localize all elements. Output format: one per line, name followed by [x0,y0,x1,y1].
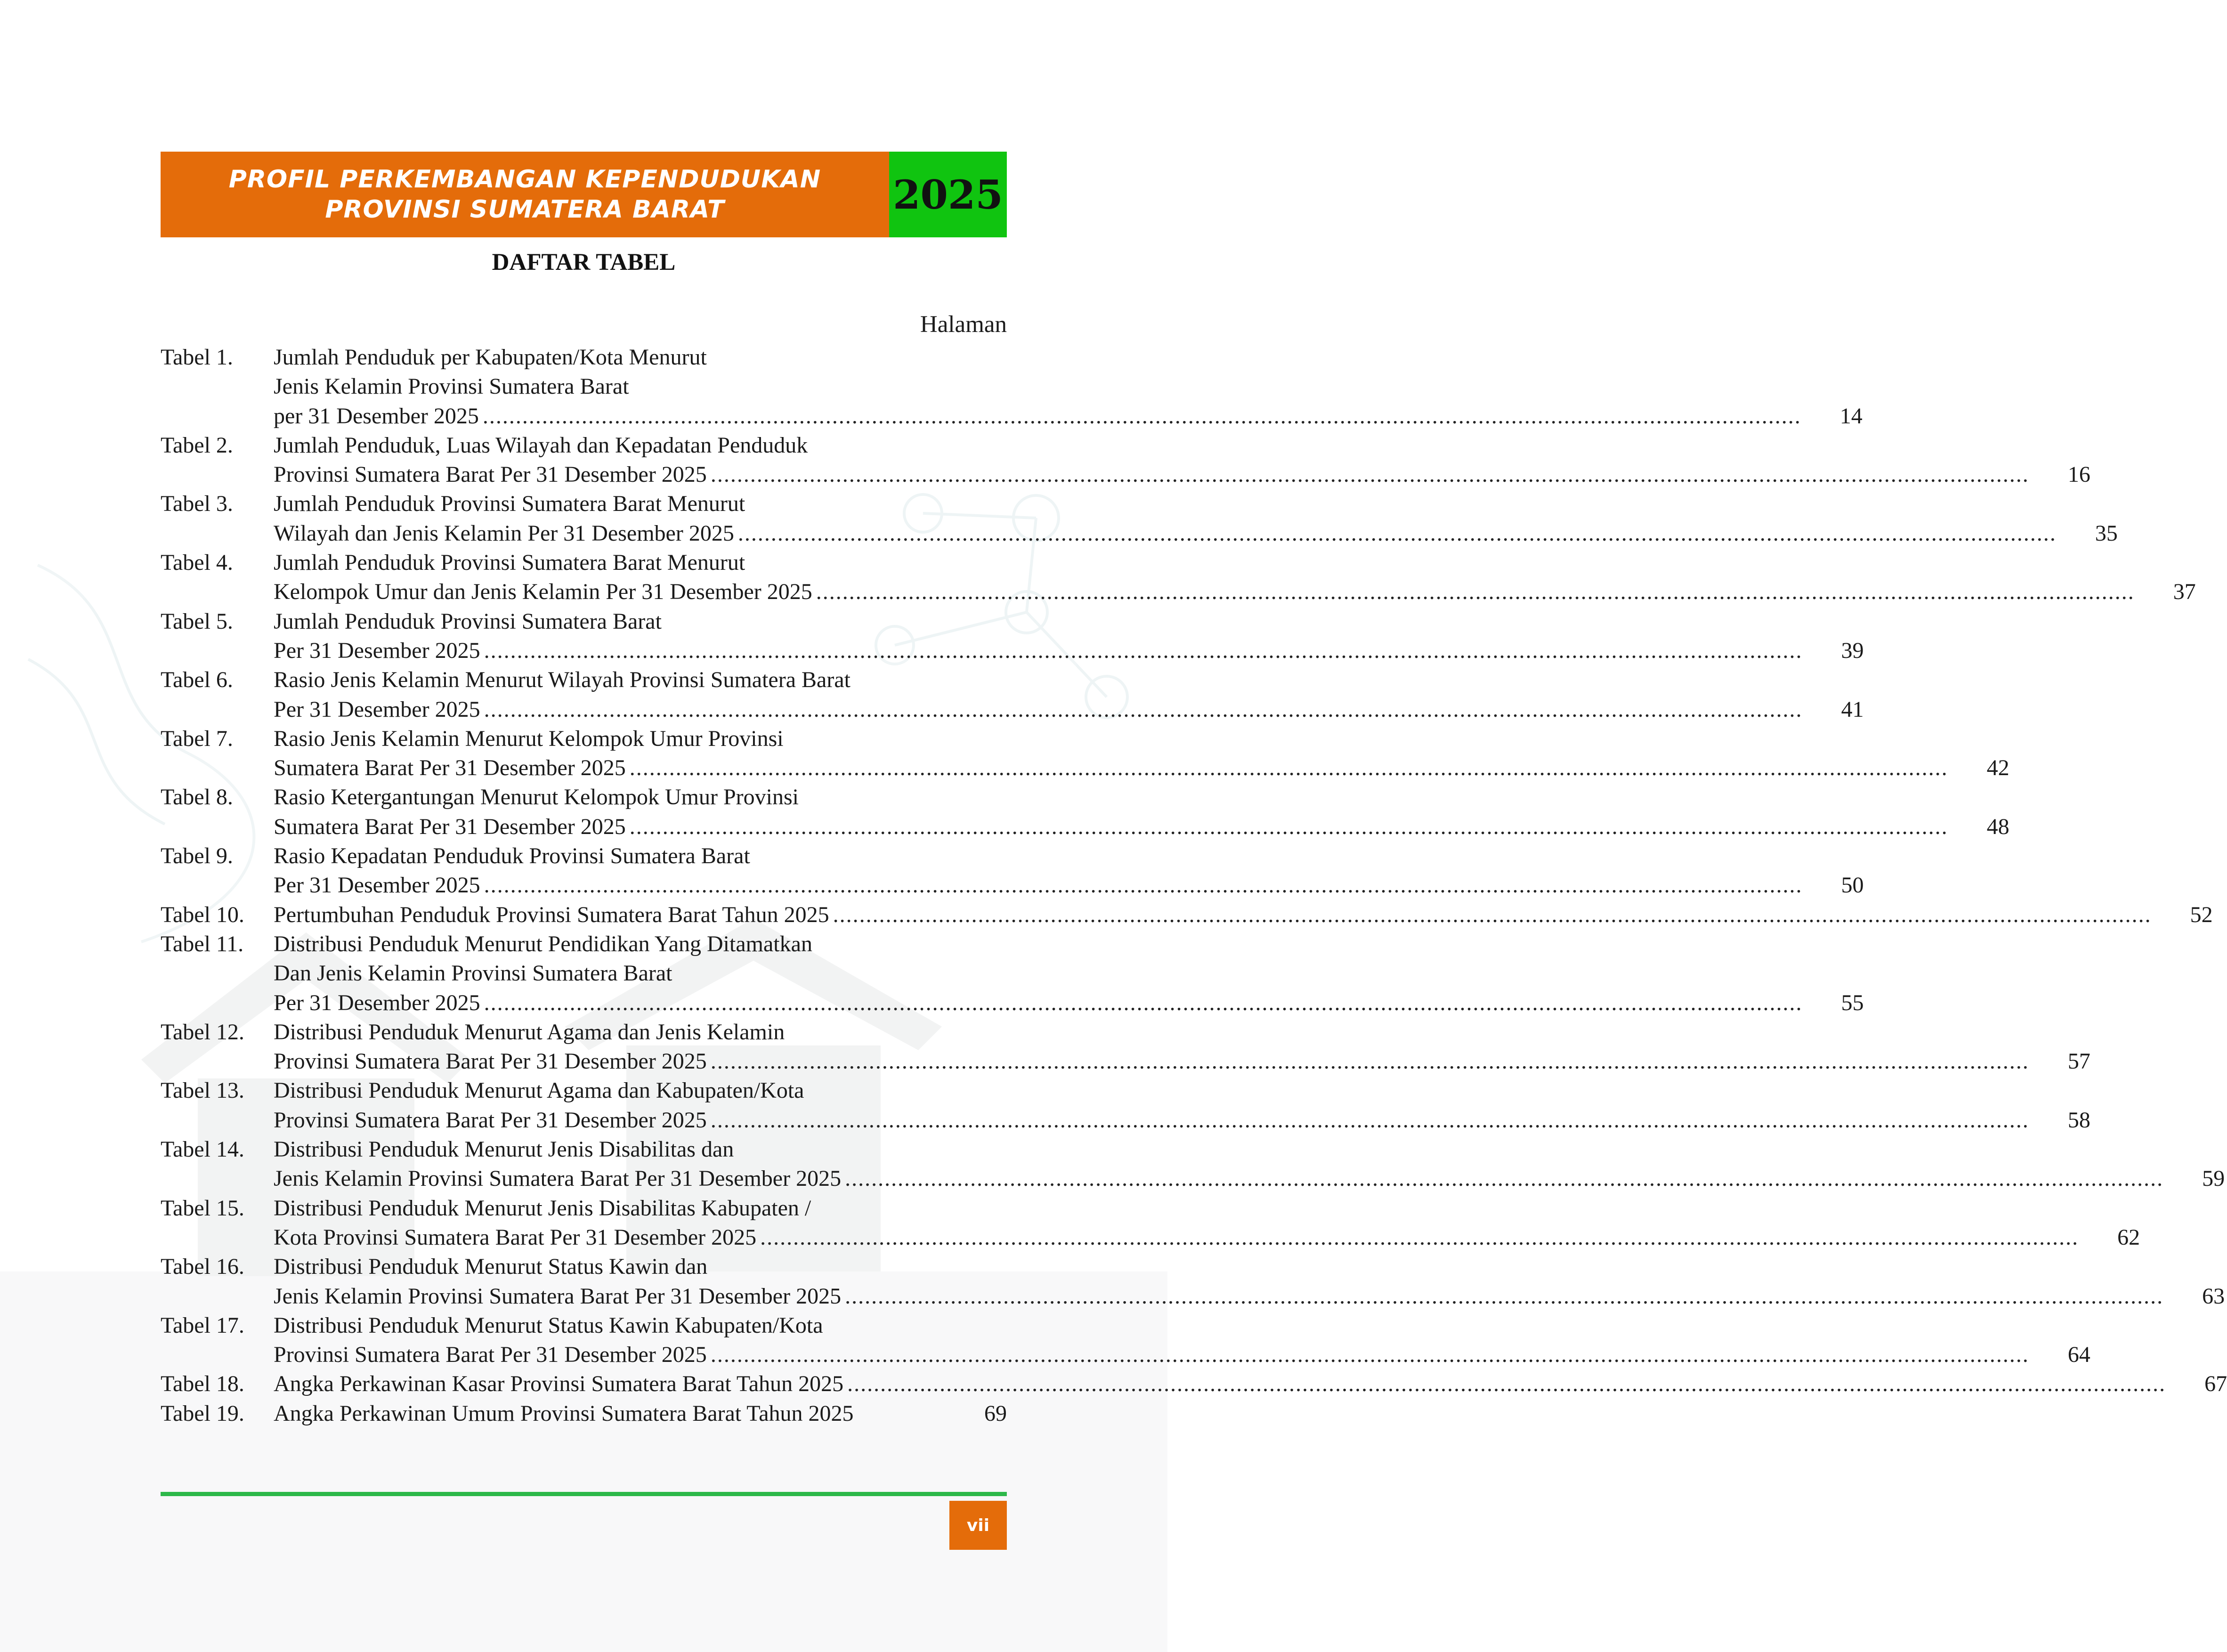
toc-entry[interactable] [161,1369,2227,1399]
toc-entry-label: Tabel 18. [161,1371,244,1397]
toc-entry-body [274,930,1864,1018]
toc-entry-line [274,871,1864,900]
toc-entry-label: Tabel 15. [161,1195,244,1221]
toc-entry-title-text: Rasio Ketergantungan Menurut Kelompok Umur Provinsi [274,785,799,810]
toc-entry[interactable] [161,431,2090,490]
toc-entry-label: Tabel 11. [161,931,244,956]
toc-entry-title-text: Distribusi Penduduk Menurut Jenis Disabilitas Kabupaten / [274,1195,811,1221]
table-of-contents [161,343,2227,1428]
toc-entry-page-number: 57 [2067,1049,2090,1074]
toc-entry-line [274,1399,1007,1428]
dot-leader: ........................................................................................................................................................................................................ [847,1371,2166,1397]
toc-entry[interactable] [161,1194,2140,1253]
toc-entry-title-text: Rasio Kepadatan Penduduk Provinsi Sumatera Barat [274,843,750,869]
toc-entry-label: Tabel 5. [161,608,233,634]
toc-entry-title-text: Angka Perkawinan Kasar Provinsi Sumatera Barat Tahun 2025 [274,1371,844,1397]
dot-leader: ........................................................................................................................................................................................................ [710,462,2029,487]
toc-entry-label: Tabel 16. [161,1254,244,1279]
toc-entry-label: Tabel 4. [161,550,233,575]
toc-entry-title-text: Kota Provinsi Sumatera Barat Per 31 Desember 2025 [274,1224,757,1250]
toc-entry-line [274,548,2196,577]
dot-leader: ........................................................................................................................................................................................................ [737,520,2057,546]
toc-entry-line [274,842,1864,871]
toc-entry-page-number: 37 [2173,579,2196,605]
dot-leader: ........................................................................................................................................................................................................ [833,902,2152,927]
toc-entry-title-text: Kelompok Umur dan Jenis Kelamin Per 31 Desember 2025 [274,579,812,605]
toc-entry-page-number: 55 [1841,990,1864,1015]
toc-entry-line [274,519,2118,548]
page-number: vii [966,1515,990,1535]
toc-entry-title-text: per 31 Desember 2025 [274,403,479,429]
toc-entry-label: Tabel 12. [161,1019,244,1045]
toc-entry-line [274,1018,2090,1047]
toc-entry-page-number: 42 [1986,755,2009,781]
year-text: 2025 [893,171,1003,218]
toc-entry-title-text: Angka Perkawinan Umum Provinsi Sumatera Barat Tahun 2025 [274,1401,854,1426]
toc-entry-line [274,577,2196,607]
toc-entry-line [274,1135,2225,1164]
toc-entry[interactable] [161,1311,2090,1370]
toc-entry-line [274,1164,2225,1193]
toc-entry-page-number: 59 [2202,1166,2225,1191]
toc-entry[interactable] [161,1076,2090,1135]
toc-entry-line [274,343,1863,372]
toc-entry-title-text: Distribusi Penduduk Menurut Status Kawin Kabupaten/Kota [274,1312,823,1338]
toc-entry-label: Tabel 17. [161,1312,244,1338]
dot-leader: ........................................................................................................................................................................................................ [629,755,1948,781]
toc-entry-title-text: Jenis Kelamin Provinsi Sumatera Barat Per 31 Desember 2025 [274,1166,842,1191]
toc-entry[interactable] [161,1252,2225,1311]
toc-entry-label: Tabel 2. [161,432,233,458]
dot-leader: ........................................................................................................................................................................................................ [710,1107,2029,1133]
toc-entry-line [274,402,1863,431]
toc-entry[interactable] [161,607,1864,666]
toc-entry-body [274,1252,2225,1311]
dot-leader: ........................................................................................................................................................................................................ [760,1224,2079,1250]
toc-entry-title-text: Jumlah Penduduk Provinsi Sumatera Barat [274,608,662,634]
toc-entry-label: Tabel 7. [161,726,233,751]
toc-entry-title-text: Provinsi Sumatera Barat Per 31 Desember 2025 [274,462,707,487]
toc-entry-page-number: 52 [2190,902,2213,927]
toc-entry-label: Tabel 8. [161,785,233,810]
toc-entry-title-text: Jenis Kelamin Provinsi Sumatera Barat [274,374,629,399]
toc-entry-page-number: 69 [984,1401,1007,1426]
toc-entry[interactable] [161,900,2213,930]
toc-entry-line [274,636,1864,665]
toc-entry-label: Tabel 6. [161,667,233,693]
toc-entry[interactable] [161,1399,1007,1428]
toc-entry[interactable] [161,665,1864,724]
toc-entry-line [274,753,2009,783]
toc-entry-page-number: 41 [1841,696,1864,722]
toc-entry-body [274,431,2090,490]
toc-entry-line [274,1311,2090,1340]
dot-leader: ........................................................................................................................................................................................................ [845,1166,2164,1191]
toc-entry-page-number: 48 [1986,814,2009,839]
toc-entry-title-text: Provinsi Sumatera Barat Per 31 Desember 2025 [274,1342,707,1368]
toc-entry-line [274,1047,2090,1076]
toc-entry-page-number: 14 [1839,403,1863,429]
toc-entry-page-number: 50 [1841,873,1864,898]
toc-entry-body [274,783,2009,842]
toc-entry-line [274,460,2090,489]
toc-entry-label: Tabel 9. [161,843,233,869]
toc-entry-body [274,1076,2090,1135]
toc-entry-body [274,1194,2140,1253]
toc-entry[interactable] [161,724,2009,783]
dot-leader: ........................................................................................................................................................................................................ [484,990,1803,1015]
toc-entry-title-text: Sumatera Barat Per 31 Desember 2025 [274,755,626,781]
toc-entry[interactable] [161,489,2118,548]
toc-entry-line [274,665,1864,695]
toc-entry-title-text: Provinsi Sumatera Barat Per 31 Desember 2025 [274,1107,707,1133]
toc-entry-body [274,1399,1007,1428]
toc-entry-body [274,842,1864,900]
dot-leader: ........................................................................................................................................................................................................ [484,873,1803,898]
toc-entry-title-text: Rasio Jenis Kelamin Menurut Kelompok Umur Provinsi [274,726,784,751]
toc-entry-title-text: Distribusi Penduduk Menurut Jenis Disabilitas dan [274,1137,734,1162]
toc-entry-title-text: Distribusi Penduduk Menurut Agama dan Jenis Kelamin [274,1019,785,1045]
toc-entry-line [274,812,2009,842]
toc-entry-line [274,959,1864,988]
toc-entry-title-text: Dan Jenis Kelamin Provinsi Sumatera Barat [274,961,672,986]
footer-divider [161,1492,1007,1496]
toc-entry-label: Tabel 1. [161,345,233,370]
dot-leader: ........................................................................................................................................................................................................ [710,1049,2029,1074]
dot-leader: ........................................................................................................................................................................................................ [482,403,1801,429]
toc-entry-line [274,1282,2225,1311]
toc-entry-line [274,988,1864,1018]
toc-entry-body [274,489,2118,548]
toc-entry[interactable] [161,930,1864,1018]
toc-entry-title-text: Pertumbuhan Penduduk Provinsi Sumatera Barat Tahun 2025 [274,902,829,927]
header-title-line-2: PROVINSI SUMATERA BARAT [325,195,725,224]
dot-leader: ........................................................................................................................................................................................................ [484,696,1803,722]
page-number-badge [949,1501,1007,1550]
toc-entry-line [274,431,2090,460]
toc-entry-line [274,1194,2140,1223]
toc-entry-page-number: 64 [2067,1342,2090,1368]
toc-entry-title-text: Per 31 Desember 2025 [274,638,480,663]
toc-entry-line [274,372,1863,401]
toc-entry-title-text: Distribusi Penduduk Menurut Pendidikan Yang Ditamatkan [274,931,812,956]
toc-entry-title-text: Jumlah Penduduk, Luas Wilayah dan Kepadatan Penduduk [274,432,808,458]
toc-entry-body [274,665,1864,724]
toc-entry[interactable] [161,842,1864,900]
toc-entry-page-number: 16 [2067,462,2090,487]
toc-entry-body [274,1311,2090,1370]
toc-entry-label: Tabel 10. [161,902,244,927]
year-badge [889,152,1007,237]
dot-leader [858,1399,946,1428]
toc-entry-title-text: Sumatera Barat Per 31 Desember 2025 [274,814,626,839]
toc-entry-line [274,1369,2227,1399]
toc-entry[interactable] [161,1018,2090,1077]
toc-entry[interactable] [161,1135,2225,1194]
toc-entry-body [274,1018,2090,1077]
dot-leader: ........................................................................................................................................................................................................ [816,579,2135,605]
toc-entry[interactable] [161,343,1863,431]
toc-entry-title-text: Jenis Kelamin Provinsi Sumatera Barat Per 31 Desember 2025 [274,1283,842,1309]
toc-entry-title-text: Jumlah Penduduk Provinsi Sumatera Barat Menurut [274,550,745,575]
toc-entry-page-number: 39 [1841,638,1864,663]
toc-entry-title-text: Wilayah dan Jenis Kelamin Per 31 Desember 2025 [274,520,734,546]
toc-entry-body [274,724,2009,783]
toc-entry-line [274,724,2009,753]
dot-leader: ........................................................................................................................................................................................................ [845,1283,2164,1309]
toc-entry-title-text: Distribusi Penduduk Menurut Agama dan Kabupaten/Kota [274,1078,804,1103]
toc-entry[interactable] [161,548,2196,607]
toc-entry-title-text: Per 31 Desember 2025 [274,990,480,1015]
toc-entry-title-text: Rasio Jenis Kelamin Menurut Wilayah Provinsi Sumatera Barat [274,667,850,693]
toc-entry-line [274,1340,2090,1369]
dot-leader: ........................................................................................................................................................................................................ [484,638,1803,663]
toc-entry-title-text: Per 31 Desember 2025 [274,873,480,898]
toc-entry-line [274,489,2118,518]
toc-entry-label: Tabel 19. [161,1401,244,1426]
toc-entry-line [274,900,2213,930]
toc-entry-line [274,783,2009,812]
toc-entry-page-number: 62 [2117,1224,2140,1250]
toc-entry-page-number: 35 [2095,520,2118,546]
toc-entry-body [274,1369,2227,1399]
toc-entry-line [274,1252,2225,1281]
toc-entry-title-text: Distribusi Penduduk Menurut Status Kawin dan [274,1254,708,1279]
toc-entry-line [274,1076,2090,1105]
toc-entry-body [274,607,1864,666]
toc-entry-label: Tabel 3. [161,491,233,517]
toc-entry-body [274,1135,2225,1194]
toc-entry[interactable] [161,783,2009,842]
toc-entry-line [274,1223,2140,1252]
toc-entry-line [274,607,1864,636]
toc-entry-body [274,548,2196,607]
toc-entry-page-number: 58 [2067,1107,2090,1133]
toc-entry-title-text: Jumlah Penduduk per Kabupaten/Kota Menurut [274,345,707,370]
dot-leader: ........................................................................................................................................................................................................ [710,1342,2029,1368]
toc-entry-title-text: Jumlah Penduduk Provinsi Sumatera Barat Menurut [274,491,745,517]
halaman-column-header: Halaman [920,311,1007,338]
toc-entry-line [274,695,1864,724]
toc-entry-label: Tabel 13. [161,1078,244,1103]
toc-entry-body [274,343,1863,431]
header-title-line-1: PROFIL PERKEMBANGAN KEPENDUDUKAN [228,165,821,194]
toc-entry-label: Tabel 14. [161,1137,244,1162]
toc-entry-body [274,900,2213,930]
page-title: DAFTAR TABEL [492,249,676,275]
toc-entry-title-text: Provinsi Sumatera Barat Per 31 Desember 2025 [274,1049,707,1074]
toc-entry-title-text: Per 31 Desember 2025 [274,696,480,722]
toc-entry-page-number: 67 [2204,1371,2227,1397]
toc-entry-page-number: 63 [2202,1283,2225,1309]
toc-entry-line [274,930,1864,959]
toc-entry-line [274,1106,2090,1135]
header-band [161,152,889,237]
dot-leader: ........................................................................................................................................................................................................ [629,814,1948,839]
